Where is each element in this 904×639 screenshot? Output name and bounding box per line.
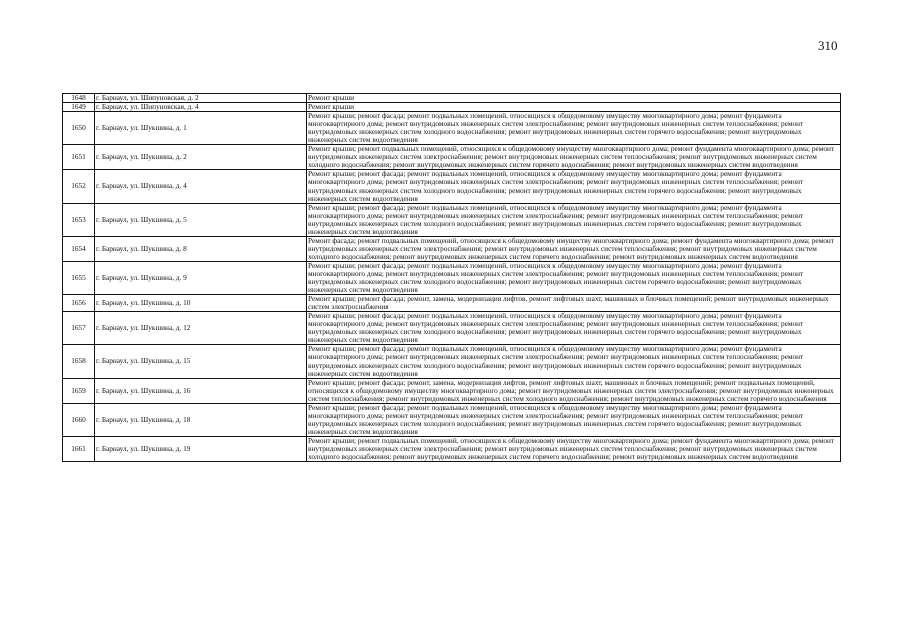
row-number: 1659	[63, 378, 95, 403]
table-row	[63, 170, 841, 203]
row-number: 1656	[63, 295, 95, 312]
row-works: Ремонт крыши; ремонт фасада; ремонт подвальных помещений, относящихся к общедомовому имуществу многоквартирного дома; ремонт фундамента многоквартирного дома; ремонт внутридомовых инженерных систем электроснабжения; ремонт внутридомовых инженерных систем теплоснабжения; ремонт внутридомовых инженерных систем холодного водоснабжения; ремонт внутридомовых инженерных систем горячего водоснабжения; ремонт внутридомовых инженерных систем водоотведения	[307, 203, 841, 236]
row-number: 1651	[63, 145, 95, 170]
row-works: Ремонт крыши; ремонт подвальных помещений, относящихся к общедомовому имуществу многоквартирного дома; ремонт фундамента многоквартирного дома; ремонт внутридомовых инженерных систем электроснабжения; ремонт внутридомовых инженерных систем теплоснабжения; ремонт внутридомовых инженерных систем холодного водоснабжения; ремонт внутридомовых инженерных систем горячего водоснабжения; ремонт внутридомовых инженерных систем водоотведения	[307, 436, 841, 461]
table-row	[63, 295, 841, 312]
row-number: 1650	[63, 112, 95, 145]
table-row	[63, 403, 841, 436]
row-works: Ремонт крыши; ремонт фасада; ремонт подвальных помещений, относящихся к общедомовому имуществу многоквартирного дома; ремонт фундамента многоквартирного дома; ремонт внутридомовых инженерных систем электроснабжения; ремонт внутридомовых инженерных систем теплоснабжения; ремонт внутридомовых инженерных систем холодного водоснабжения; ремонт внутридомовых инженерных систем горячего водоснабжения; ремонт внутридомовых инженерных систем водоотведения	[307, 261, 841, 294]
table-row	[63, 312, 841, 345]
row-number: 1648	[63, 94, 95, 103]
table-row	[63, 378, 841, 403]
row-number: 1660	[63, 403, 95, 436]
table-row	[63, 236, 841, 261]
repair-works-table	[62, 93, 841, 462]
row-address: г. Барнаул, ул. Шукшина, д. 15	[95, 345, 307, 378]
page-number: 310	[818, 38, 838, 53]
row-address: г. Барнаул, ул. Шукшина, д. 10	[95, 295, 307, 312]
row-works: Ремонт крыши; ремонт фасада; ремонт подвальных помещений, относящихся к общедомовому имуществу многоквартирного дома; ремонт фундамента многоквартирного дома; ремонт внутридомовых инженерных систем электроснабжения; ремонт внутридомовых инженерных систем теплоснабжения; ремонт внутридомовых инженерных систем холодного водоснабжения; ремонт внутридомовых инженерных систем горячего водоснабжения; ремонт внутридомовых инженерных систем водоотведения	[307, 345, 841, 378]
row-address: г. Барнаул, ул. Шукшина, д. 8	[95, 236, 307, 261]
row-number: 1658	[63, 345, 95, 378]
row-works: Ремонт крыши; ремонт фасада; ремонт подвальных помещений, относящихся к общедомовому имуществу многоквартирного дома; ремонт фундамента многоквартирного дома; ремонт внутридомовых инженерных систем электроснабжения; ремонт внутридомовых инженерных систем теплоснабжения; ремонт внутридомовых инженерных систем холодного водоснабжения; ремонт внутридомовых инженерных систем горячего водоснабжения; ремонт внутридомовых инженерных систем водоотведения	[307, 403, 841, 436]
row-works: Ремонт крыши; ремонт подвальных помещений, относящихся к общедомовому имуществу многоквартирного дома; ремонт фундамента многоквартирного дома; ремонт внутридомовых инженерных систем электроснабжения; ремонт внутридомовых инженерных систем теплоснабжения; ремонт внутридомовых инженерных систем холодного водоснабжения; ремонт внутридомовых инженерных систем горячего водоснабжения; ремонт внутридомовых инженерных систем водоотведения	[307, 145, 841, 170]
row-number: 1661	[63, 436, 95, 461]
row-number: 1652	[63, 170, 95, 203]
row-works: Ремонт крыши	[307, 103, 841, 112]
table-row	[63, 112, 841, 145]
row-address: г. Барнаул, ул. Шукшина, д. 1	[95, 112, 307, 145]
row-address: г. Барнаул, ул. Шукшина, д. 4	[95, 170, 307, 203]
row-works: Ремонт крыши; ремонт фасада; ремонт, замена, модернизация лифтов, ремонт лифтовых шахт, машинных и блочных помещений; ремонт подвальных помещений, относящихся к общедомовому имуществу многоквартирного дома; ремонт внутридомовых инженерных систем электроснабжения; ремонт внутридомовых инженерных систем теплоснабжения; ремонт внутридомовых инженерных систем холодного водоснабжения; ремонт внутридомовых инженерных систем горячего водоснабжения	[307, 378, 841, 403]
row-works: Ремонт крыши	[307, 94, 841, 103]
row-works: Ремонт крыши; ремонт фасада; ремонт подвальных помещений, относящихся к общедомовому имуществу многоквартирного дома; ремонт фундамента многоквартирного дома; ремонт внутридомовых инженерных систем электроснабжения; ремонт внутридомовых инженерных систем теплоснабжения; ремонт внутридомовых инженерных систем холодного водоснабжения; ремонт внутридомовых инженерных систем горячего водоснабжения; ремонт внутридомовых инженерных систем водоотведения	[307, 312, 841, 345]
table-row	[63, 436, 841, 461]
row-number: 1653	[63, 203, 95, 236]
row-address: г. Барнаул, ул. Шукшина, д. 18	[95, 403, 307, 436]
row-number: 1649	[63, 103, 95, 112]
table-row	[63, 145, 841, 170]
row-address: г. Барнаул, ул. Шукшина, д. 9	[95, 261, 307, 294]
row-address: г. Барнаул, ул. Шукшина, д. 5	[95, 203, 307, 236]
table-row	[63, 345, 841, 378]
table-row	[63, 261, 841, 294]
row-address: г. Барнаул, ул. Шукшина, д. 2	[95, 145, 307, 170]
row-works: Ремонт крыши; ремонт фасада; ремонт, замена, модернизация лифтов, ремонт лифтовых шахт, машинных и блочных помещений; ремонт внутридомовых инженерных систем электроснабжения	[307, 295, 841, 312]
row-number: 1657	[63, 312, 95, 345]
row-number: 1654	[63, 236, 95, 261]
row-works: Ремонт крыши; ремонт фасада; ремонт подвальных помещений, относящихся к общедомовому имуществу многоквартирного дома; ремонт фундамента многоквартирного дома; ремонт внутридомовых инженерных систем электроснабжения; ремонт внутридомовых инженерных систем теплоснабжения; ремонт внутридомовых инженерных систем холодного водоснабжения; ремонт внутридомовых инженерных систем горячего водоснабжения; ремонт внутридомовых инженерных систем водоотведения	[307, 170, 841, 203]
row-address: г. Барнаул, ул. Шукшина, д. 12	[95, 312, 307, 345]
row-number: 1655	[63, 261, 95, 294]
table-row	[63, 103, 841, 112]
table-row	[63, 94, 841, 103]
row-address: г. Барнаул, ул. Шукшина, д. 19	[95, 436, 307, 461]
table-row	[63, 203, 841, 236]
row-address: г. Барнаул, ул. Шипуновская, д. 4	[95, 103, 307, 112]
row-address: г. Барнаул, ул. Шукшина, д. 16	[95, 378, 307, 403]
row-works: Ремонт крыши; ремонт фасада; ремонт подвальных помещений, относящихся к общедомовому имуществу многоквартирного дома; ремонт фундамента многоквартирного дома; ремонт внутридомовых инженерных систем электроснабжения; ремонт внутридомовых инженерных систем теплоснабжения; ремонт внутридомовых инженерных систем холодного водоснабжения; ремонт внутридомовых инженерных систем горячего водоснабжения; ремонт внутридомовых инженерных систем водоотведения	[307, 112, 841, 145]
row-address: г. Барнаул, ул. Шипуновская, д. 2	[95, 94, 307, 103]
row-works: Ремонт фасада; ремонт подвальных помещений, относящихся к общедомовому имуществу многоквартирного дома; ремонт фундамента многоквартирного дома; ремонт внутридомовых инженерных систем электроснабжения; ремонт внутридомовых инженерных систем теплоснабжения; ремонт внутридомовых инженерных систем холодного водоснабжения; ремонт внутридомовых инженерных систем горячего водоснабжения; ремонт внутридомовых инженерных систем водоотведения	[307, 236, 841, 261]
